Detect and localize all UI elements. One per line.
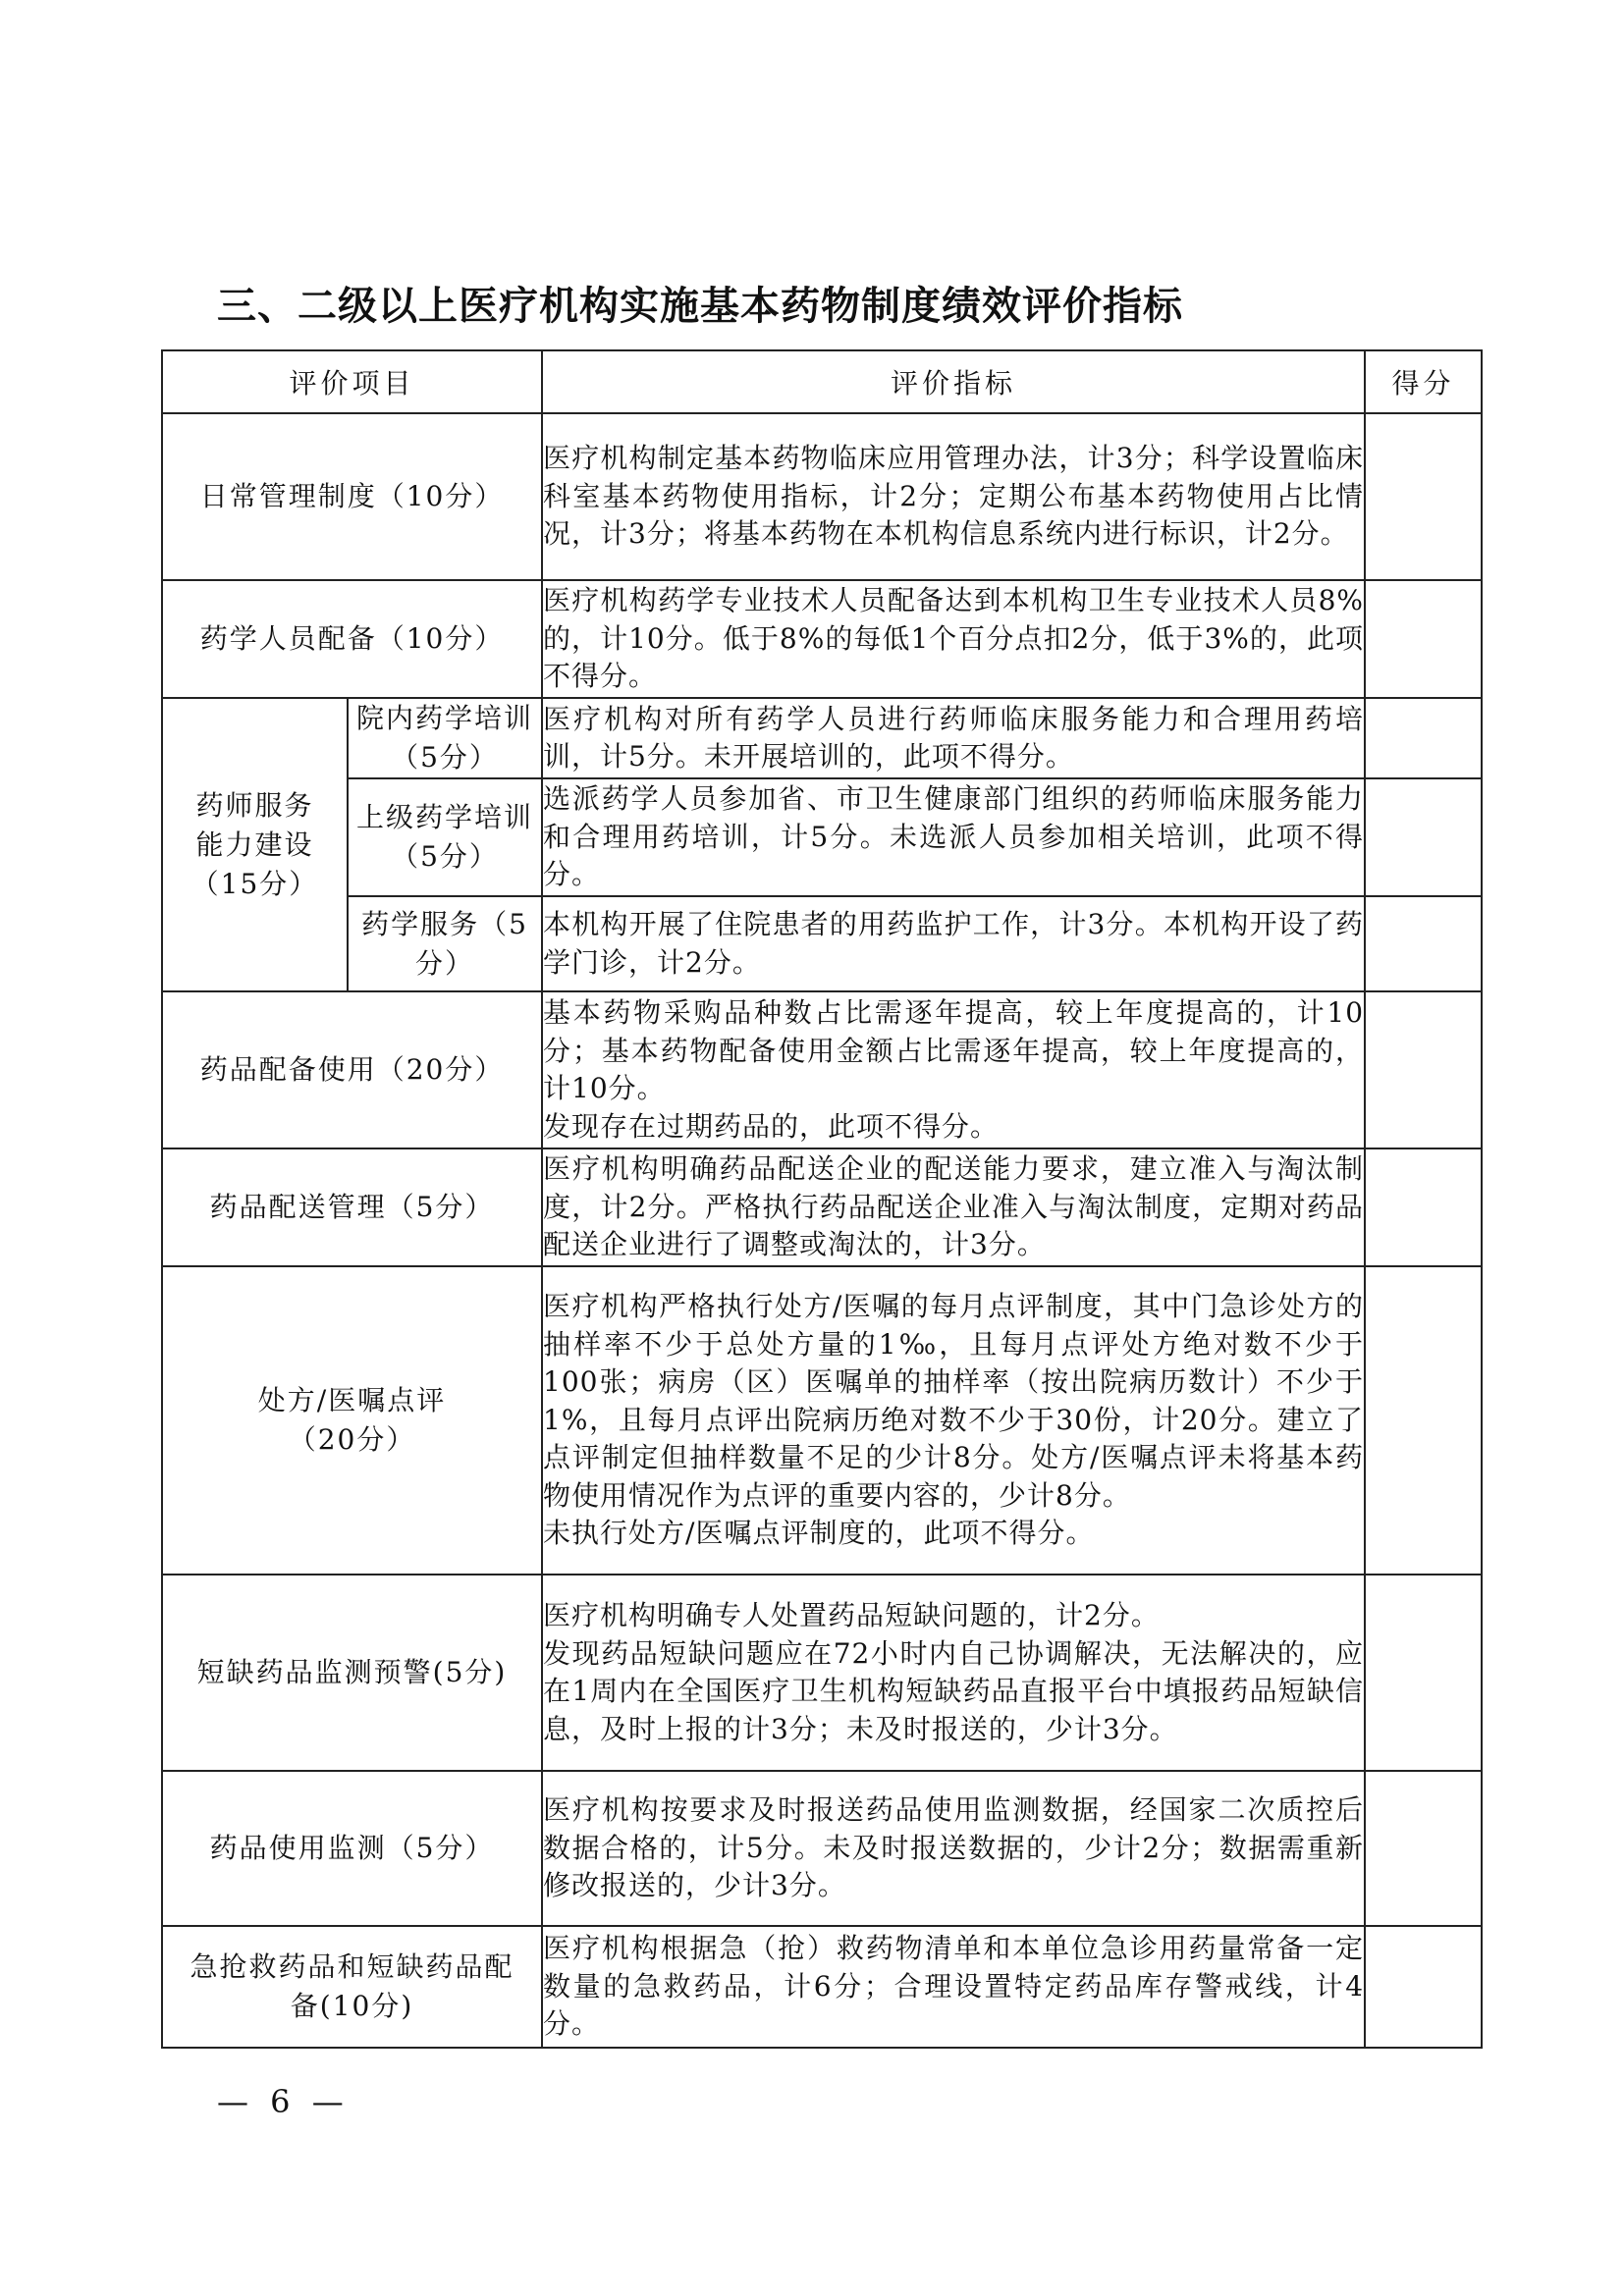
indicator-para: 医疗机构明确专人处置药品短缺问题的，计2分。	[543, 1599, 1160, 1631]
score-cell	[1365, 580, 1482, 698]
row-indicator	[542, 1266, 1365, 1575]
row-indicator: 医疗机构根据急（抢）救药物清单和本单位急诊用药量常备一定数量的急救药品，计6分；合理设置特定药品库存警戒线，计4分。	[542, 1926, 1365, 2048]
score-cell	[1365, 698, 1482, 778]
score-cell	[1365, 1926, 1482, 2048]
score-cell	[1365, 1266, 1482, 1575]
row-item: 处方/医嘱点评（20分）	[162, 1266, 542, 1575]
table-row	[162, 1771, 1482, 1926]
indicator-para: 发现存在过期药品的，此项不得分。	[543, 1109, 1000, 1143]
row-indicator: 医疗机构明确药品配送企业的配送能力要求，建立准入与淘汰制度，计2分。严格执行药品配送企业准入与淘汰制度，定期对药品配送企业进行了调整或淘汰的，计3分。	[542, 1148, 1365, 1266]
row-item: 药学人员配备（10分）	[162, 580, 542, 698]
row-indicator: 选派药学人员参加省、市卫生健康部门组织的药师临床服务能力和合理用药培训，计5分。未选派人员参加相关培训，此项不得分。	[542, 778, 1365, 896]
score-cell	[1365, 1148, 1482, 1266]
score-cell	[1365, 991, 1482, 1148]
row-indicator: 本机构开展了住院患者的用药监护工作，计3分。本机构开设了药学门诊，计2分。	[542, 896, 1365, 991]
row-item: 药品配备使用（20分）	[162, 991, 542, 1148]
table-row	[162, 1148, 1482, 1266]
table-header-row	[162, 350, 1482, 413]
score-cell	[1365, 413, 1482, 580]
page-title: 三、二级以上医疗机构实施基本药物制度绩效评价指标	[217, 284, 1183, 329]
row-indicator: 医疗机构药学专业技术人员配备达到本机构卫生专业技术人员8%的，计10分。低于8%的每低1个百分点扣2分，低于3%的，此项不得分。	[542, 580, 1365, 698]
row-indicator: 医疗机构制定基本药物临床应用管理办法，计3分；科学设置临床科室基本药物使用指标，计2分；定期公布基本药物使用占比情况，计3分；将基本药物在本机构信息系统内进行标识，计2分。	[542, 413, 1365, 580]
indicator-para: 基本药物采购品种数占比需逐年提高，较上年度提高的，计10分；基本药物配备使用金额占比需逐年提高，较上年度提高的，计10分。	[543, 996, 1365, 1104]
header-score: 得分	[1365, 350, 1482, 413]
row-subitem: 药学服务（5分）	[348, 896, 542, 991]
indicator-para: 发现药品短缺问题应在72小时内自己协调解决，无法解决的，应在1周内在全国医疗卫生机构短缺药品直报平台中填报药品短缺信息，及时上报的计3分；未及时报送的，少计3分。	[543, 1636, 1365, 1745]
row-subitem: 上级药学培训（5分）	[348, 778, 542, 896]
table-row	[162, 778, 1482, 896]
row-indicator: 医疗机构对所有药学人员进行药师临床服务能力和合理用药培训，计5分。未开展培训的，此项不得分。	[542, 698, 1365, 778]
header-indicator: 评价指标	[542, 350, 1365, 413]
row-indicator	[542, 991, 1365, 1148]
row-item: 药师服务能力建设（15分）	[162, 698, 348, 991]
row-item: 药品配送管理（5分）	[162, 1148, 542, 1266]
row-item: 短缺药品监测预警(5分)	[162, 1575, 542, 1771]
table-row	[162, 413, 1482, 580]
score-cell	[1365, 778, 1482, 896]
score-cell	[1365, 896, 1482, 991]
table-row	[162, 580, 1482, 698]
row-item: 日常管理制度（10分）	[162, 413, 542, 580]
page-number: — 6 —	[217, 2083, 350, 2120]
table-row	[162, 991, 1482, 1148]
table-row	[162, 1266, 1482, 1575]
row-subitem: 院内药学培训（5分）	[348, 698, 542, 778]
row-item: 药品使用监测（5分）	[162, 1771, 542, 1926]
score-cell	[1365, 1575, 1482, 1771]
row-indicator: 医疗机构按要求及时报送药品使用监测数据，经国家二次质控后数据合格的，计5分。未及时报送数据的，少计2分；数据需重新修改报送的，少计3分。	[542, 1771, 1365, 1926]
indicator-para: 未执行处方/医嘱点评制度的，此项不得分。	[543, 1517, 1095, 1550]
header-item: 评价项目	[162, 350, 542, 413]
table-row	[162, 896, 1482, 991]
score-cell	[1365, 1771, 1482, 1926]
table-row	[162, 1575, 1482, 1771]
row-item: 急抢救药品和短缺药品配备(10分)	[162, 1926, 542, 2048]
evaluation-table	[161, 349, 1483, 2049]
row-indicator	[542, 1575, 1365, 1771]
table-row	[162, 698, 1482, 778]
indicator-para: 医疗机构严格执行处方/医嘱的每月点评制度，其中门急诊处方的抽样率不少于总处方量的1‰，且每月点评处方绝对数不少于100张；病房（区）医嘱单的抽样率（按出院病历数计）不少于1%，且每月点评出院病历绝对数不少于30份，计20分。建立了点评制定但抽样数量不足的少计8分。处方/医嘱点评未将基本药物使用情况作为点评的重要内容的，少计8分。	[543, 1290, 1365, 1512]
table-row	[162, 1926, 1482, 2048]
